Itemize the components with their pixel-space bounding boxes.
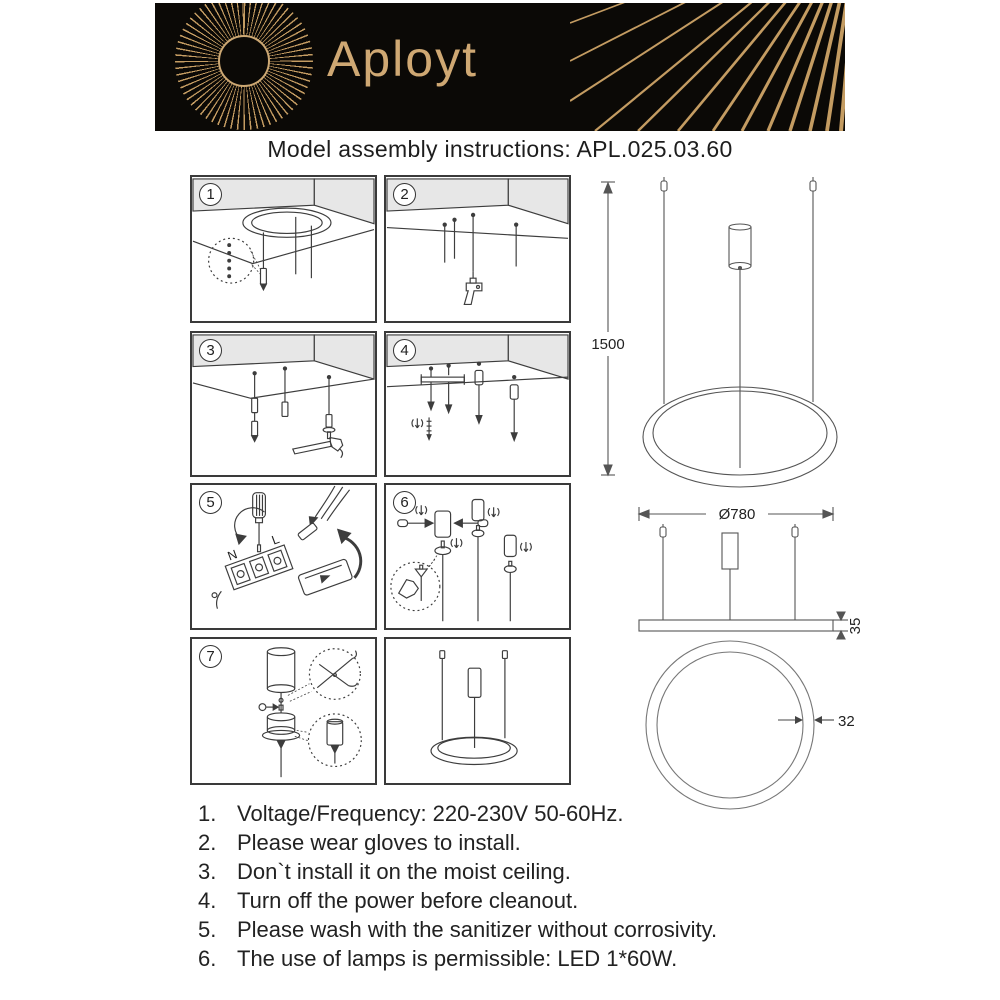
step-7-panel bbox=[190, 637, 377, 785]
traced-ring-sketch bbox=[243, 208, 331, 237]
thickness-dimension-label: 35 bbox=[847, 617, 864, 635]
instruction-item bbox=[198, 944, 858, 973]
cover-cup-sketch bbox=[262, 713, 299, 777]
marker-pen-icon bbox=[261, 268, 267, 289]
front-view-drawing bbox=[620, 500, 875, 645]
press-claw-icon bbox=[412, 418, 423, 428]
screwdriver-icon bbox=[253, 493, 266, 552]
terminal-block-sketch bbox=[220, 531, 293, 590]
canopy-cylinder-sketch bbox=[267, 648, 294, 693]
assembled-gripper-sketch bbox=[327, 719, 343, 763]
terminal-cover-sketch bbox=[298, 559, 353, 596]
instruction-number: 1. bbox=[198, 801, 217, 826]
cable-gripper-2 bbox=[472, 499, 499, 621]
cable-gripper-1 bbox=[398, 505, 488, 621]
instruction-number: 2. bbox=[198, 830, 217, 855]
ceiling-sketch bbox=[387, 335, 568, 387]
instruction-item bbox=[198, 799, 858, 828]
step-4-number: 4 bbox=[393, 339, 416, 362]
instruction-text: Please wear gloves to install. bbox=[237, 830, 521, 855]
terminal-n-label: N bbox=[225, 547, 240, 564]
brand-banner bbox=[155, 3, 845, 131]
step-1-number: 1 bbox=[199, 183, 222, 206]
drill-icon bbox=[464, 271, 482, 304]
instruction-text: The use of lamps is permissible: LED 1*60W. bbox=[237, 946, 678, 971]
final-view-panel bbox=[384, 637, 571, 785]
wires-sketch bbox=[309, 486, 349, 526]
wire-sleeve bbox=[297, 523, 317, 541]
step-6-panel bbox=[384, 483, 571, 630]
instruction-text: Voltage/Frequency: 220-230V 50-60Hz. bbox=[237, 801, 624, 826]
ring-width-dimension bbox=[778, 716, 834, 724]
instruction-item bbox=[198, 915, 858, 944]
press-claw-icon bbox=[488, 507, 499, 517]
suspension-cables bbox=[660, 524, 798, 620]
stopper-ring-icon bbox=[259, 704, 278, 711]
step-2-number: 2 bbox=[393, 183, 416, 206]
instruction-list bbox=[198, 799, 858, 973]
terminal-l-label: L bbox=[269, 532, 282, 548]
step-6-number: 6 bbox=[393, 491, 416, 514]
sunburst-center-icon bbox=[218, 35, 270, 87]
ring-outer-circle bbox=[646, 641, 814, 809]
instruction-number: 4. bbox=[198, 888, 217, 913]
step-2-panel bbox=[384, 175, 571, 323]
step-5-number: 5 bbox=[199, 491, 222, 514]
diameter-dimension-label: Ø780 bbox=[718, 506, 756, 523]
final-view-diagram bbox=[386, 639, 569, 783]
top-view-drawing bbox=[620, 630, 875, 815]
brand-logo-text: Aployt bbox=[327, 31, 478, 87]
instruction-item bbox=[198, 828, 858, 857]
ring-width-dimension-label: 32 bbox=[838, 713, 855, 730]
sunburst-logo-icon bbox=[175, 3, 313, 130]
screw-icon bbox=[427, 417, 432, 439]
exit-wire bbox=[217, 591, 222, 608]
ceiling-marks bbox=[252, 366, 331, 379]
step-3-number: 3 bbox=[199, 339, 222, 362]
instruction-text: Don`t install it on the moist ceiling. bbox=[237, 859, 571, 884]
canopy-drawing bbox=[722, 533, 738, 620]
press-claw-icon bbox=[451, 538, 462, 548]
instruction-number: 3. bbox=[198, 859, 217, 884]
step-3-panel bbox=[190, 331, 377, 477]
ring-inner-circle bbox=[657, 652, 803, 798]
drill-hole-dots bbox=[227, 243, 231, 278]
step-4-panel bbox=[384, 331, 571, 477]
anchor-sleeves bbox=[252, 369, 335, 442]
instruction-number: 6. bbox=[198, 946, 217, 971]
instruction-text: Turn off the power before cleanout. bbox=[237, 888, 579, 913]
side-view-drawing bbox=[585, 172, 875, 498]
canopy-drawing bbox=[729, 224, 751, 468]
instruction-text: Please wash with the sanitizer without corrosivity. bbox=[237, 917, 718, 942]
pliers-icon bbox=[317, 651, 357, 688]
instruction-item bbox=[198, 857, 858, 886]
step-7-number: 7 bbox=[199, 645, 222, 668]
press-claw-icon bbox=[521, 542, 532, 552]
hand-press-icon bbox=[399, 565, 427, 601]
mounting-bracket-sketch bbox=[421, 366, 464, 413]
page-title: Model assembly instructions: APL.025.03.60 bbox=[267, 136, 733, 162]
suspension-cables bbox=[661, 177, 816, 404]
height-dimension-label: 1500 bbox=[591, 336, 625, 353]
press-claw-icon bbox=[416, 505, 427, 515]
cable-gripper-3 bbox=[504, 535, 531, 621]
canopy-sketch bbox=[468, 668, 481, 697]
step-5-panel bbox=[190, 483, 377, 630]
height-dimension bbox=[601, 182, 615, 475]
instruction-item bbox=[198, 886, 858, 915]
hammer-icon bbox=[293, 438, 343, 458]
instruction-number: 5. bbox=[198, 917, 217, 942]
step-1-panel bbox=[190, 175, 377, 323]
ray-fan-icon bbox=[570, 3, 845, 131]
